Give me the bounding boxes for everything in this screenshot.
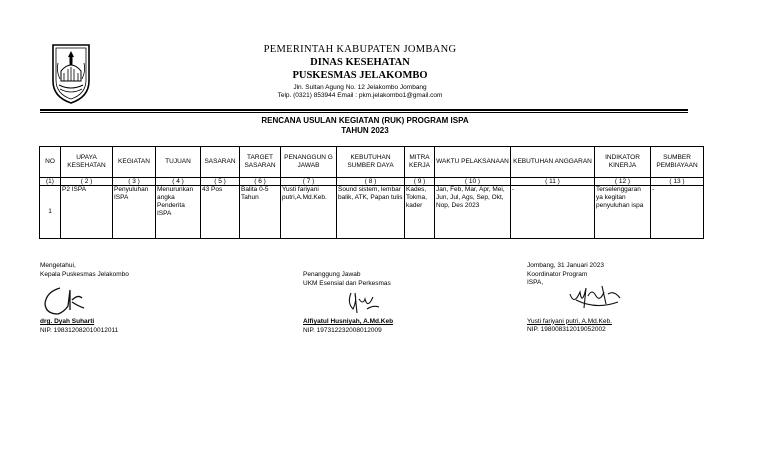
column-number: ( 13 ) — [651, 178, 704, 186]
cell-kebutuhan-anggaran: - — [511, 186, 595, 239]
jombang-regency-emblem — [47, 41, 95, 105]
ruk-table — [39, 146, 704, 239]
column-number: ( 2 ) — [61, 178, 113, 186]
signature-date: Jombang, 31 Januari 2023 — [527, 262, 604, 269]
signature-unit: UKM Esensial dan Perkesmas — [303, 279, 391, 287]
signatory-name: Yusti fariyani putri, A.Md.Keb. — [527, 317, 612, 325]
signatory-name: Alfiyatul Husniyah, A.Md.Keb — [303, 318, 394, 325]
column-number: (1) — [40, 178, 61, 186]
letterhead-rule-thin — [40, 112, 688, 113]
signature-coordinator-image — [566, 280, 624, 312]
column-number: ( 11 ) — [511, 178, 595, 186]
cell-mitra-kerja: Kades, Tokma, kader — [405, 186, 435, 239]
cell-sasaran: 43 Pos — [201, 186, 240, 239]
column-number: ( 6 ) — [240, 178, 281, 186]
cell-tujuan: Menurunkan angka Penderita ISPA — [156, 186, 201, 239]
header-cell: SASARAN — [201, 147, 240, 178]
column-number: ( 3 ) — [113, 178, 156, 186]
header-address: Jln. Sultan Agung No. 12 Jelakombo Jombang — [293, 84, 427, 91]
header-cell: TARGET SASARAN — [240, 147, 281, 178]
signature-role: Koordinator Program — [527, 270, 588, 278]
table-row — [40, 186, 704, 239]
document-title: RENCANA USULAN KEGIATAN (RUK) PROGRAM ISPA — [261, 116, 469, 125]
signatory-nip: NIP. 198312082010012011 — [40, 326, 119, 334]
signature-head-image — [42, 284, 90, 318]
signature-greeting: Mengetahui, — [40, 262, 76, 269]
header-cell: NO — [40, 147, 61, 178]
cell-target-sasaran: Balita 0-5 Tahun — [240, 186, 281, 239]
header-department: DINAS KESEHATAN — [310, 57, 410, 68]
signatory-name: drg. Dyah Suharti — [40, 318, 95, 325]
cell-waktu-pelaksanaan: Jan, Feb, Mar, Apr, Mei, Jun, Jul, Ags, Sep, Okt, Nop, Des 2023 — [435, 186, 511, 239]
header-contact: Telp. (0321) 853944 Email : pkm.jelakombo1@gmail.com — [277, 92, 443, 99]
cell-kegiatan: Penyuluhan ISPA — [113, 186, 156, 239]
header-cell: MITRA KERJA — [405, 147, 435, 178]
column-number: ( 9 ) — [405, 178, 435, 186]
header-cell: WAKTU PELAKSANAAN — [435, 147, 511, 178]
header-government: PEMERINTAH KABUPATEN JOMBANG — [263, 44, 457, 55]
column-number: ( 4 ) — [156, 178, 201, 186]
header-cell: KEGIATAN — [113, 147, 156, 178]
letterhead-rule-thick — [40, 109, 688, 111]
cell-sumber-pembiayaan: - — [651, 186, 704, 239]
column-number: ( 5 ) — [201, 178, 240, 186]
header-cell: KEBUTUHAN SUMBER DAYA — [337, 147, 405, 178]
signatory-nip: NIP. 197312232008012009 — [303, 326, 382, 334]
column-number: ( 10 ) — [435, 178, 511, 186]
table-header-row — [40, 147, 704, 178]
cell-penanggung-jawab: Yusti fariyani putri,A.Md.Keb. — [281, 186, 337, 239]
header-cell: INDIKATOR KINERJA — [595, 147, 651, 178]
column-number: ( 8 ) — [337, 178, 405, 186]
signature-program: ISPA, — [527, 279, 544, 286]
header-cell: PENANGGUN G JAWAB — [281, 147, 337, 178]
row-number: 1 — [40, 186, 61, 239]
header-puskesmas: PUSKESMAS JELAKOMBO — [292, 70, 428, 81]
signature-role: Penanggung Jawab — [303, 271, 361, 278]
cell-upaya-kesehatan: P2 ISPA — [61, 186, 113, 239]
column-number: ( 7 ) — [281, 178, 337, 186]
cell-kebutuhan-sumber-daya: Sound sistem, lembar balik, ATK, Papan tulis — [337, 186, 405, 239]
column-number-row — [40, 178, 704, 186]
header-cell: SUMBER PEMBIAYAAN — [651, 147, 704, 178]
header-cell: UPAYA KESEHATAN — [61, 147, 113, 178]
signature-role: Kepala Puskesmas Jelakombo — [40, 270, 129, 278]
header-cell: TUJUAN — [156, 147, 201, 178]
cell-indikator-kinerja: Terselenggaran ya kegitan penyuluhan ispa — [595, 186, 651, 239]
document-year: TAHUN 2023 — [341, 126, 389, 135]
signature-ukm-image — [345, 289, 385, 317]
signatory-nip: NIP. 198008312019052002 — [527, 326, 606, 333]
header-cell: KEBUTUHAN ANGGARAN — [511, 147, 595, 178]
column-number: ( 12 ) — [595, 178, 651, 186]
